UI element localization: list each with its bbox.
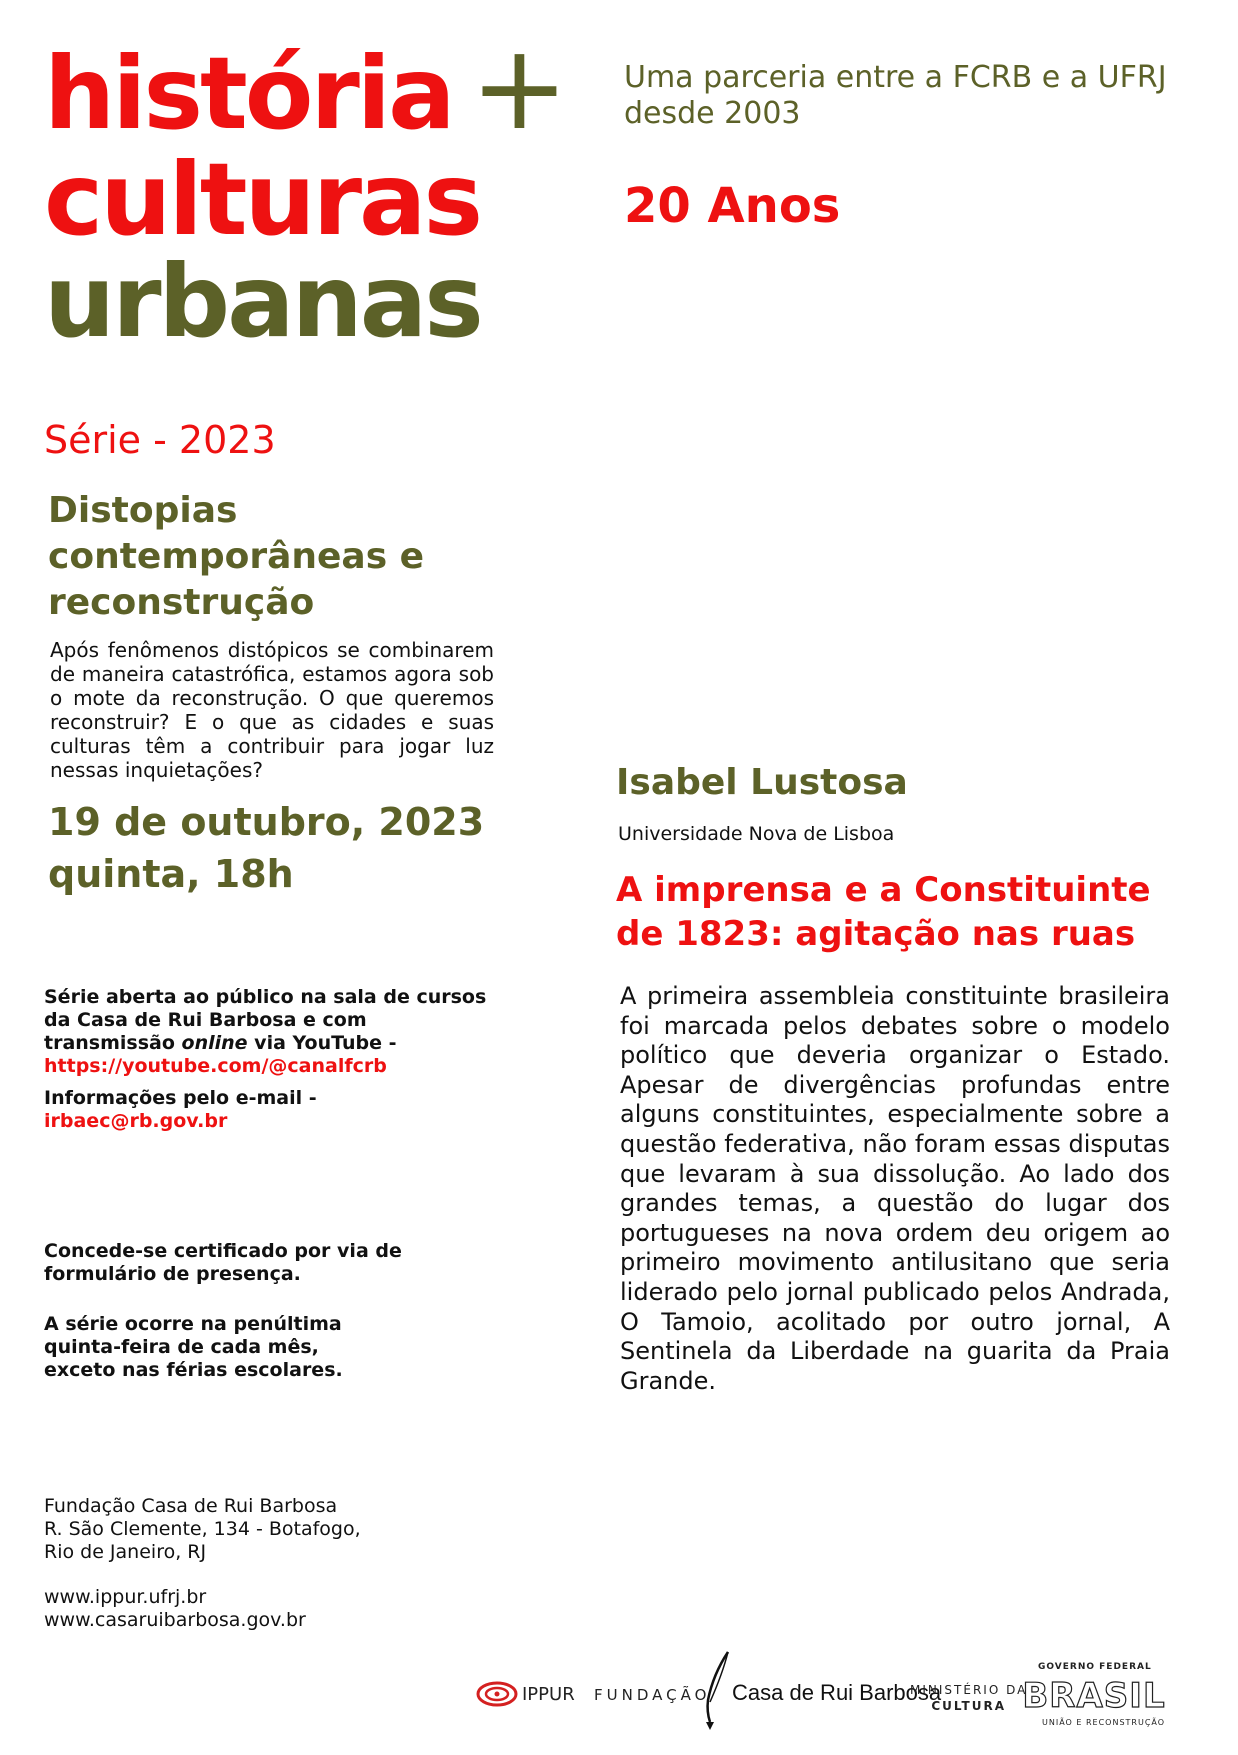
talk-abstract: A primeira assembleia constituinte brasileira foi marcada pelos debates sobre o modelo político que deveria organizar o Estado. Apesar de divergências profundas entre alguns constituintes, especialmente sobre a questão federativa, não foram essas disputas que levaram à sua dissolução. Ao lado dos grandes temas, a questão do lugar dos portugueses na nova ordem deu origem ao primeiro movimento antilusitano que seria liderado pelo jornal publicado pelos Andrada, O Tamoio, acolitado por outro jornal, A Sentinela da Liberdade na guarita da Praia Grande. xyxy=(620,982,1170,1395)
address-block xyxy=(44,1495,361,1564)
series-title-line1: Distopias xyxy=(48,490,238,531)
address-line1: Fundação Casa de Rui Barbosa xyxy=(44,1495,338,1517)
ministerio-line1: MINISTÉRIO DA xyxy=(910,1683,1028,1697)
title-plus: + xyxy=(470,18,569,156)
ippur-url-link[interactable]: www.ippur.ufrj.br xyxy=(44,1586,207,1608)
fundacao-label: FUNDAÇÃO xyxy=(594,1686,711,1704)
uniao-reconstrucao-label: UNIÃO E RECONSTRUÇÃO xyxy=(1042,1718,1166,1727)
speaker-name: Isabel Lustosa xyxy=(616,762,908,803)
frequency-note: A série ocorre na penúltima quinta-feira de cada mês, exceto nas férias escolares. xyxy=(44,1313,343,1381)
title-culturas: culturas xyxy=(44,141,481,258)
series-title xyxy=(48,488,508,626)
partnership-line1: Uma parceria entre a FCRB e a UFRJ xyxy=(624,60,1167,95)
email-label: Informações pelo e-mail - xyxy=(44,1087,317,1109)
email-link[interactable]: irbaec@rb.gov.br xyxy=(44,1110,228,1132)
access-line3-pre: transmissão xyxy=(44,1032,182,1054)
ministerio-line2: CULTURA xyxy=(931,1699,1006,1713)
access-line2: da Casa de Rui Barbosa e com xyxy=(44,1009,367,1031)
ministerio-cultura-label xyxy=(910,1682,1027,1714)
address-line2: R. São Clemente, 134 - Botafogo, xyxy=(44,1518,361,1540)
brasil-wordmark: BRASIL xyxy=(1022,1676,1166,1716)
youtube-link[interactable]: https://youtube.com/@canalfcrb xyxy=(44,1055,387,1077)
email-info xyxy=(44,1087,504,1133)
access-line3-post: via YouTube - xyxy=(247,1032,397,1054)
certificate-note: Concede-se certificado por via de formulário de presença. xyxy=(44,1240,402,1285)
governo-federal-label: GOVERNO FEDERAL xyxy=(1038,1662,1152,1672)
casa-rui-barbosa-label: Casa de Rui Barbosa xyxy=(732,1680,942,1705)
access-line3 xyxy=(44,1032,504,1055)
partnership-line2: desde 2003 xyxy=(624,96,801,131)
anniversary-label: 20 Anos xyxy=(624,178,841,234)
partnership-text xyxy=(624,60,1204,132)
access-line1: Série aberta ao público na sala de cursos xyxy=(44,986,487,1008)
website-links xyxy=(44,1586,306,1632)
brasil-logo-icon xyxy=(1022,1674,1166,1716)
ippur-logo-icon xyxy=(476,1680,518,1708)
talk-title xyxy=(616,868,1176,956)
access-online: online xyxy=(181,1032,248,1054)
event-date: 19 de outubro, 2023 xyxy=(48,800,485,844)
event-weekday-time: quinta, 18h xyxy=(48,852,294,896)
series-title-line2: contemporâneas e xyxy=(48,536,425,577)
series-description: Após fenômenos distópicos se combinarem de maneira catastrófica, estamos agora sob o mote da reconstrução. O que queremos reconstruir? E o que as cidades e suas culturas têm a contribuir para jogar luz nessas inquietações? xyxy=(50,638,494,782)
talk-title-line2: de 1823: agitação nas ruas xyxy=(616,914,1136,954)
ippur-label: IPPUR xyxy=(522,1684,575,1705)
speaker-affiliation: Universidade Nova de Lisboa xyxy=(618,823,895,845)
footer-logos xyxy=(470,1650,1170,1740)
title-urbanas: urbanas xyxy=(44,243,481,360)
talk-title-line1: A imprensa e a Constituinte xyxy=(616,870,1151,910)
access-info xyxy=(44,986,504,1078)
title-historia: história xyxy=(44,35,453,152)
series-title-line3: reconstrução xyxy=(48,582,315,623)
series-label: Série - 2023 xyxy=(44,418,276,462)
address-line3: Rio de Janeiro, RJ xyxy=(44,1541,207,1563)
casa-url-link[interactable]: www.casaruibarbosa.gov.br xyxy=(44,1609,306,1631)
